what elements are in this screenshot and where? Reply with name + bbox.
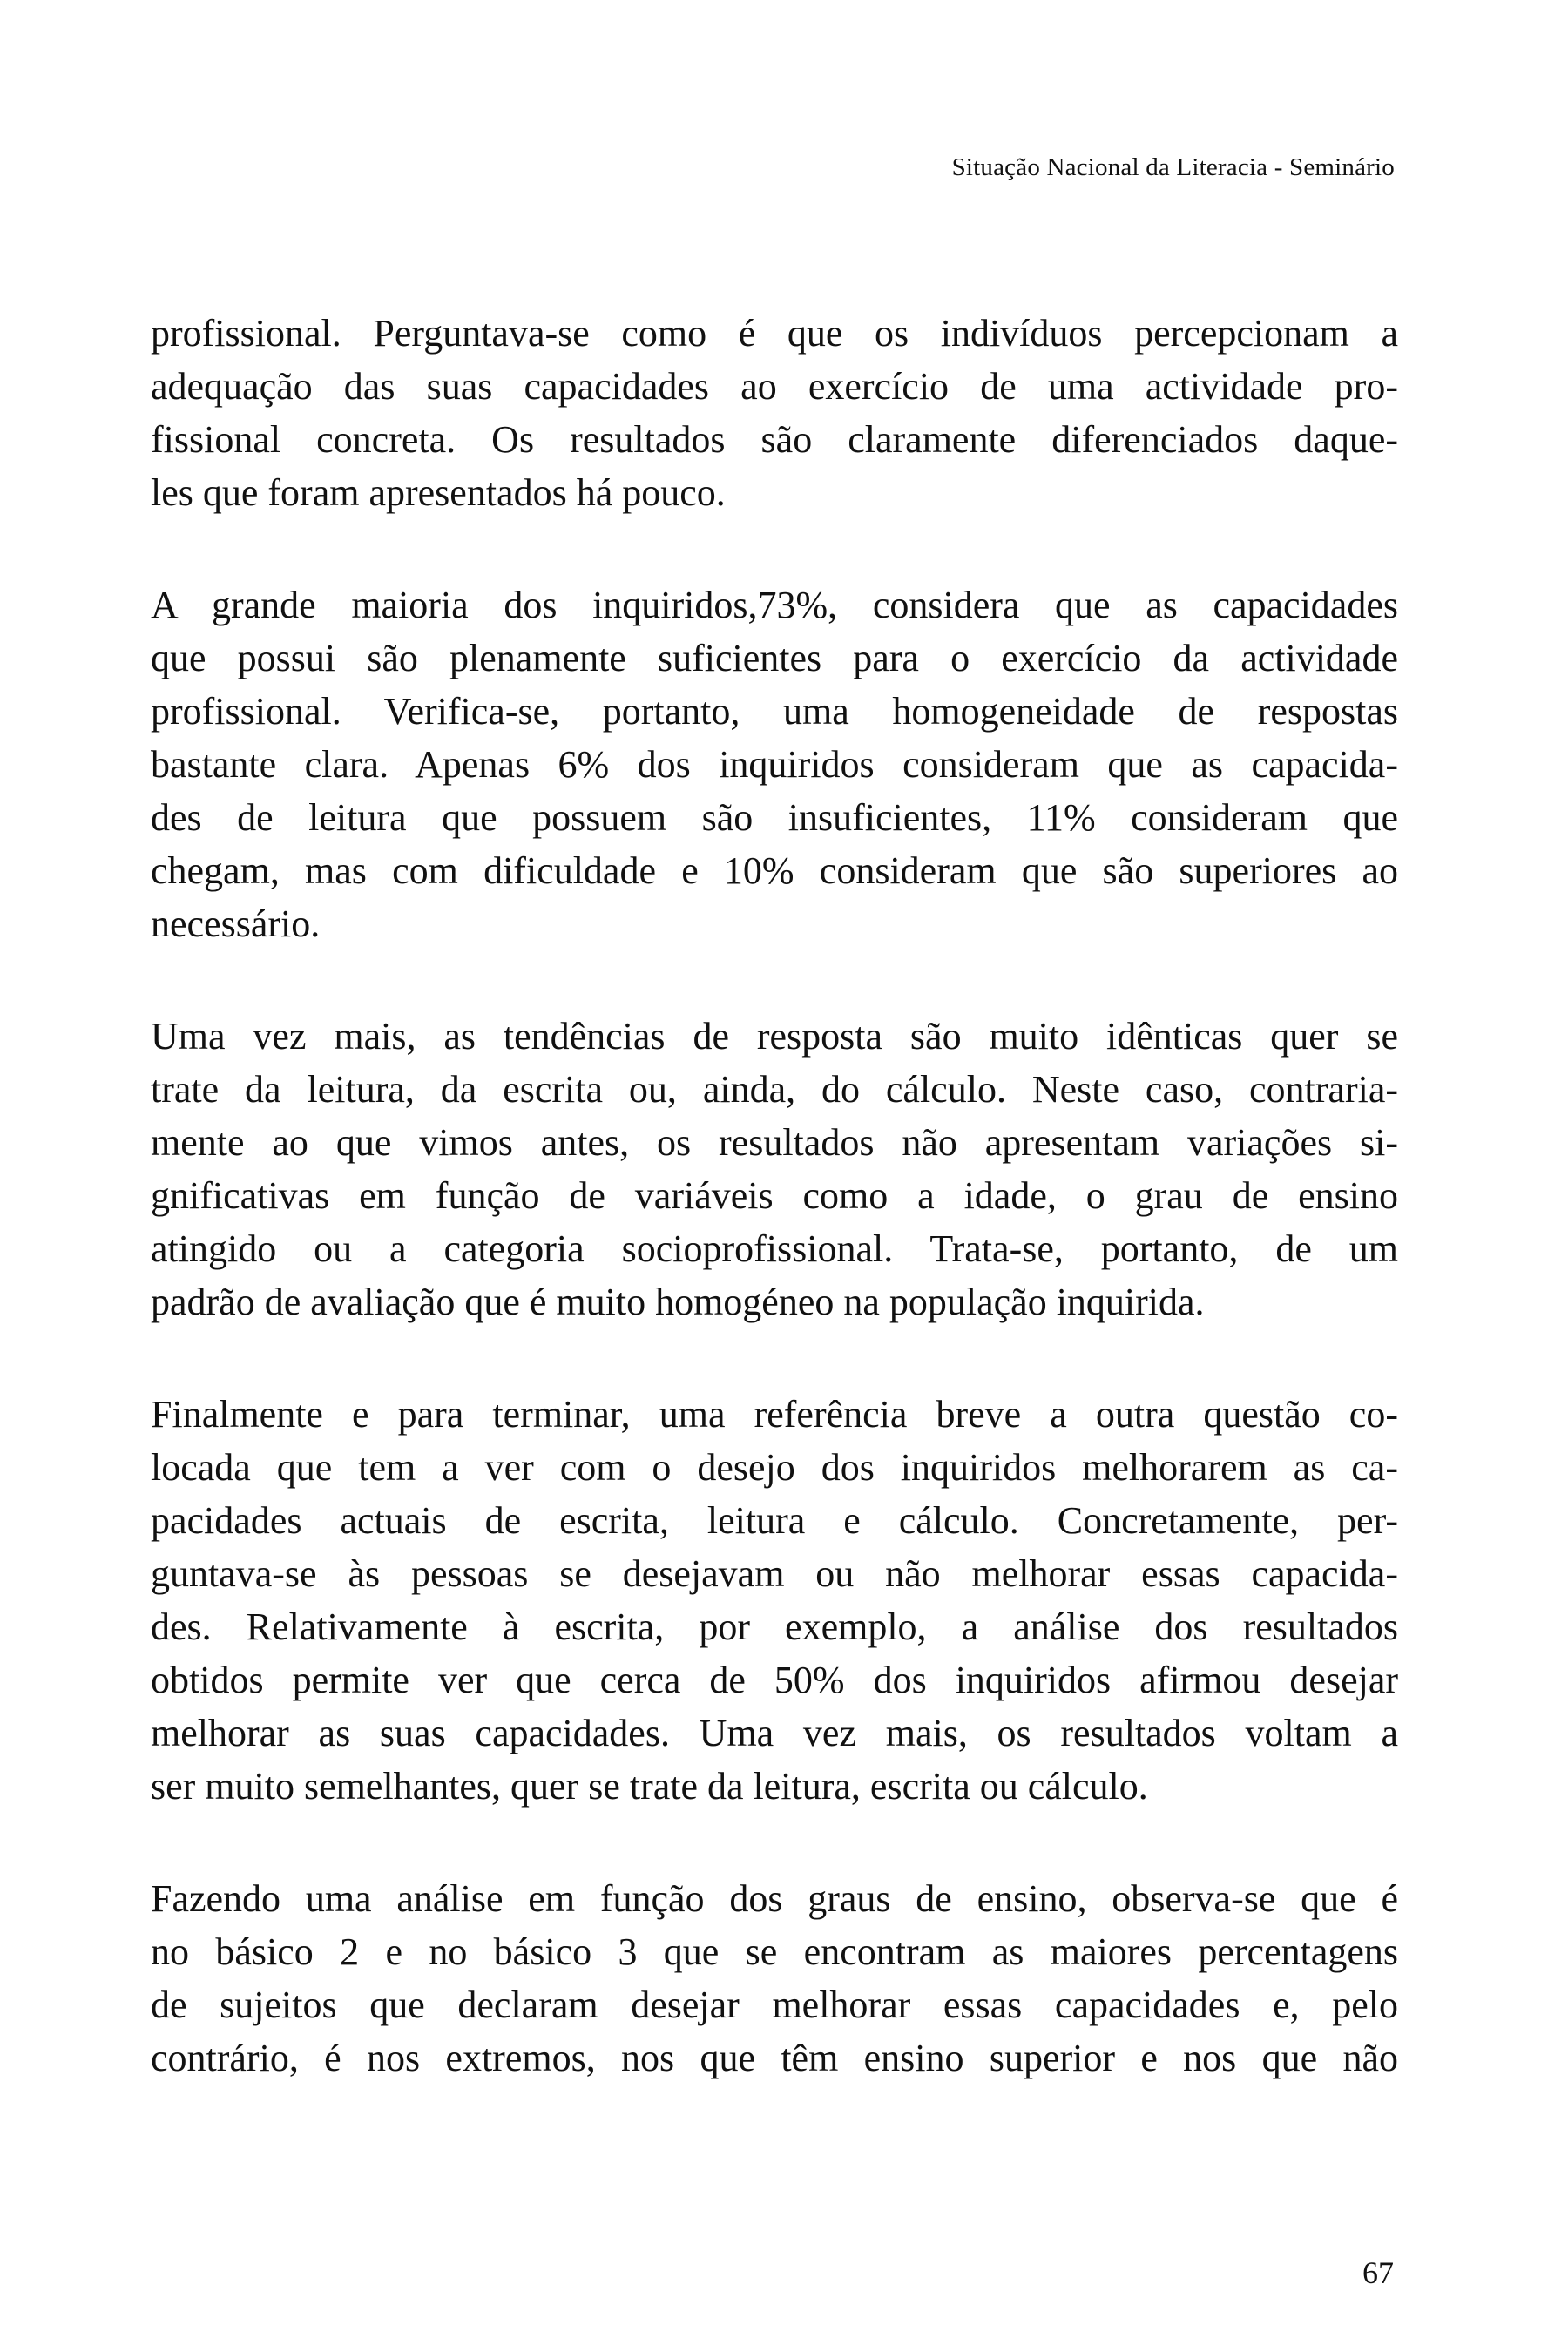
text-line: Uma vez mais, as tendências de resposta são muito idênticas quer se <box>151 1015 1398 1058</box>
text-line: Finalmente e para terminar, uma referência breve a outra questão co- <box>151 1393 1398 1436</box>
text-line: atingido ou a categoria socioprofissional. Trata-se, portanto, de um <box>151 1227 1398 1270</box>
text-line: les que foram apresentados há pouco. <box>151 471 726 514</box>
text-line: des. Relativamente à escrita, por exemplo, a análise dos resultados <box>151 1605 1398 1648</box>
text-line: profissional. Perguntava-se como é que os indivíduos percepcionam a <box>151 312 1398 355</box>
text-line: no básico 2 e no básico 3 que se encontram as maiores percentagens <box>151 1930 1398 1973</box>
text-line: melhorar as suas capacidades. Uma vez mais, os resultados voltam a <box>151 1712 1398 1754</box>
text-line: padrão de avaliação que é muito homogéneo na população inquirida. <box>151 1281 1205 1323</box>
paragraph-5 <box>151 1872 1398 2085</box>
text-line: obtidos permite ver que cerca de 50% dos inquiridos afirmou desejar <box>151 1659 1398 1701</box>
text-line: de sujeitos que declaram desejar melhorar essas capacidades e, pelo <box>151 1984 1398 2026</box>
text-line: fissional concreta. Os resultados são claramente diferenciados daque- <box>151 418 1398 461</box>
text-line: ser muito semelhantes, quer se trate da leitura, escrita ou cálculo. <box>151 1765 1148 1808</box>
text-line: locada que tem a ver com o desejo dos inquiridos melhorarem as ca- <box>151 1446 1398 1489</box>
text-line: contrário, é nos extremos, nos que têm ensino superior e nos que não <box>151 2037 1398 2079</box>
text-line: des de leitura que possuem são insuficientes, 11% consideram que <box>151 796 1398 839</box>
paragraph-1 <box>151 307 1398 519</box>
text-line: bastante clara. Apenas 6% dos inquiridos consideram que as capacida- <box>151 743 1398 786</box>
paragraph-3 <box>151 1010 1398 1328</box>
text-line: Fazendo uma análise em função dos graus de ensino, observa-se que é <box>151 1877 1398 1920</box>
text-line: trate da leitura, da escrita ou, ainda, do cálculo. Neste caso, contraria- <box>151 1068 1398 1111</box>
text-line: mente ao que vimos antes, os resultados não apresentam variações si- <box>151 1121 1398 1164</box>
running-header: Situação Nacional da Literacia - Seminário <box>951 153 1395 181</box>
paragraph-4 <box>151 1388 1398 1813</box>
text-line: adequação das suas capacidades ao exercício de uma actividade pro- <box>151 365 1398 408</box>
text-line: profissional. Verifica-se, portanto, uma homogeneidade de respostas <box>151 690 1398 733</box>
text-line: A grande maioria dos inquiridos,73%, considera que as capacidades <box>151 584 1398 626</box>
text-line: guntava-se às pessoas se desejavam ou não melhorar essas capacida- <box>151 1552 1398 1595</box>
text-line: gnificativas em função de variáveis como a idade, o grau de ensino <box>151 1174 1398 1217</box>
page-number: 67 <box>1362 2255 1394 2290</box>
text-line: chegam, mas com dificuldade e 10% consideram que são superiores ao <box>151 849 1398 892</box>
text-line: que possui são plenamente suficientes para o exercício da actividade <box>151 637 1398 679</box>
paragraph-2 <box>151 578 1398 950</box>
body-text <box>151 307 1398 2144</box>
text-line: pacidades actuais de escrita, leitura e cálculo. Concretamente, per- <box>151 1499 1398 1542</box>
text-line: necessário. <box>151 902 321 945</box>
